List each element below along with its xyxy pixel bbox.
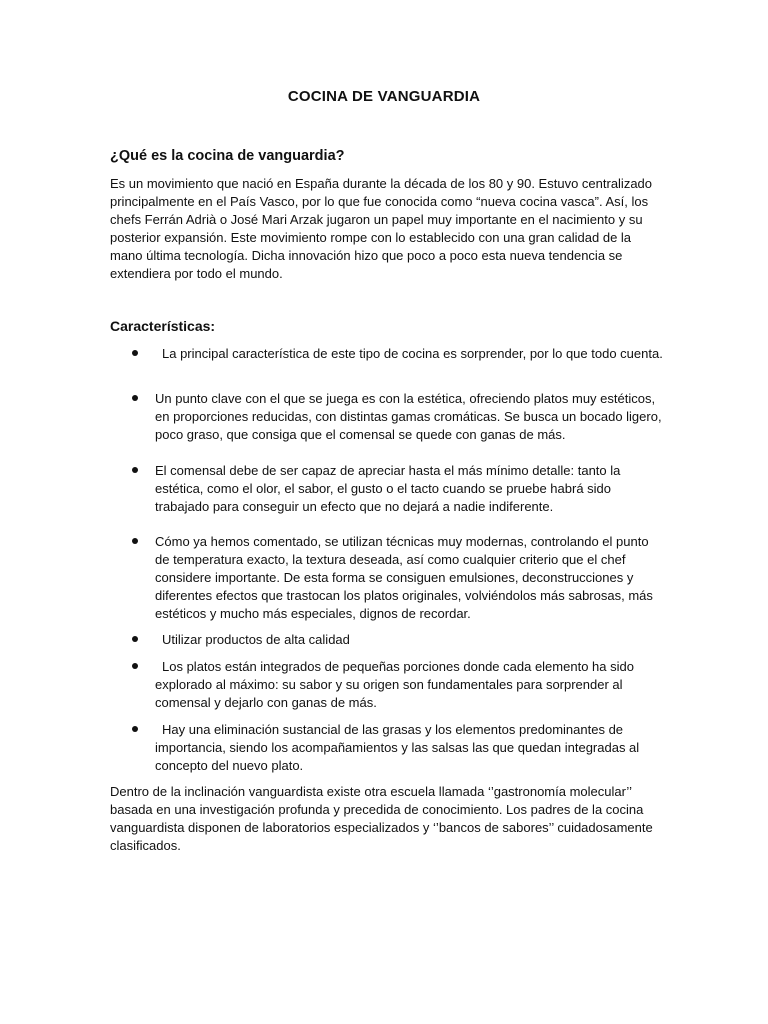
- intro-paragraph: Es un movimiento que nació en España durante la década de los 80 y 90. Estuvo centralizado principalmente en el País Vasco, por lo que fue conocida como “nueva cocina vasca”. Así, los chefs Ferrán Adrià o José Mari Arzak jugaron un papel muy importante en el nacimiento y su posterior expansión. Este movimiento rompe con lo establecido con una gran calidad de la mano última tecnología. Dicha innovación hizo que poco a poco esta nueva tendencia se extendiera por todo el mundo.: [110, 176, 653, 281]
- list-item: La principal característica de este tipo de cocina es sorprender, por lo que todo cuenta.: [162, 346, 663, 361]
- closing-paragraph: Dentro de la inclinación vanguardista existe otra escuela llamada ‘’gastronomía molecular’’ basada en una investigación profunda y precedida de conocimiento. Los padres de la cocina vanguardista disponen de laboratorios especializados y ‘’bancos de sabores’’ cuidadosamente clasificados.: [110, 784, 653, 853]
- list-item: Los platos están integrados de pequeñas porciones donde cada elemento ha sido explorado al máximo: su sabor y su origen son fundamentales para sorprender al comensal y dejarlo con ganas de más.: [155, 659, 634, 710]
- bullet-dot: [132, 636, 138, 642]
- list-item: El comensal debe de ser capaz de apreciar hasta el más mínimo detalle: tanto la estética, como el olor, el sabor, el gusto o el tacto cuando se pruebe habrá sido trabajado para conseguir un efecto que no dejará a nadie indiferente.: [155, 463, 621, 514]
- bullet-dot: [132, 726, 138, 732]
- list-item: Un punto clave con el que se juega es con la estética, ofreciendo platos muy estéticos, en proporciones reducidas, con distintas gamas cromáticas. Se busca un bocado ligero, poco graso, que consiga que el comensal se quede con ganas de más.: [155, 391, 662, 442]
- document-title: COCINA DE VANGUARDIA: [287, 88, 481, 105]
- bullet-dot: [132, 350, 138, 356]
- list-item: Hay una eliminación sustancial de las grasas y los elementos predominantes de importancia, siendo los acompañamientos y las salsas las que quedan integradas al concepto del nuevo plato.: [155, 722, 640, 773]
- list-item: Cómo ya hemos comentado, se utilizan técnicas muy modernas, controlando el punto de temperatura exacto, la textura deseada, así como cualquier criterio que el chef considere importante. De esta forma se consiguen emulsiones, deconstrucciones y diferentes efectos que trastocan los platos originales, volviéndolos más sabrosas, más estéticos y mucho más especiales, dignos de recordar.: [155, 534, 653, 621]
- bullet-dot: [132, 538, 138, 544]
- list-item: Utilizar productos de alta calidad: [162, 632, 350, 647]
- bullet-dot: [132, 663, 138, 669]
- section-heading-question: ¿Qué es la cocina de vanguardia?: [110, 148, 345, 164]
- section-heading-characteristics: Características:: [110, 318, 216, 334]
- bullet-dot: [132, 467, 138, 473]
- bullet-dot: [132, 395, 138, 401]
